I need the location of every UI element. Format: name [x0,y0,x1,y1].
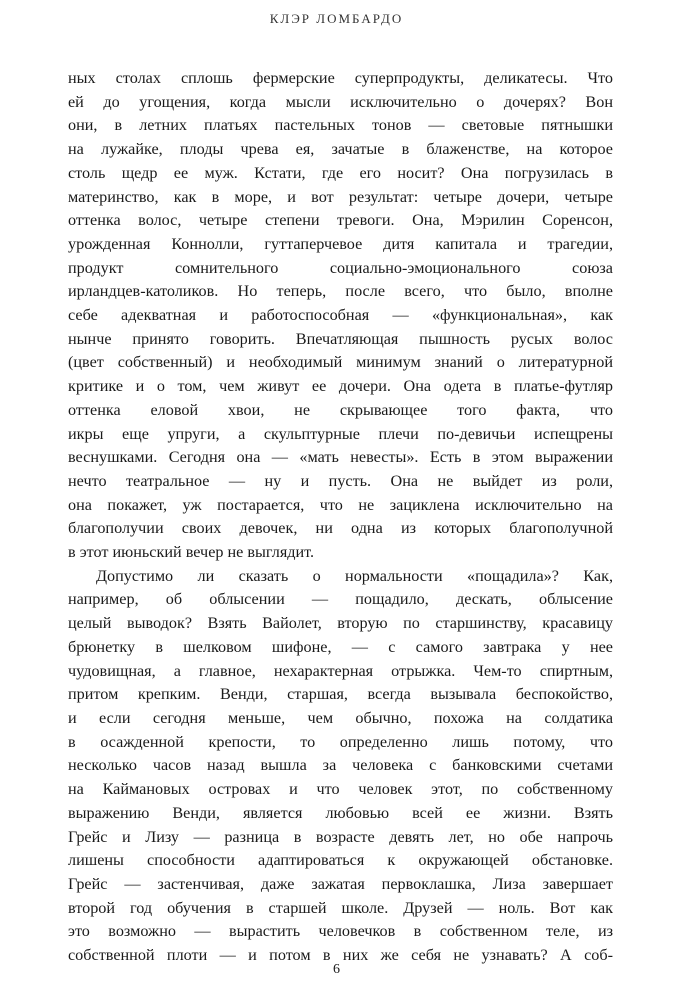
text-line: несколько часов назад вышла за человека с банковскими счетами [68,756,613,775]
text-line: это возможно — вырастить человечков в собственном теле, из [68,922,613,941]
text-line: материнство, как в море, и вот результат: четыре дочери, четыре [68,187,613,206]
text-line: икры еще упруги, а скульптурные плечи по-девичьи испещрены [68,424,613,443]
text-line: притом крепким. Венди, старшая, всегда вызывала беспокойство, [68,685,613,704]
text-line: она покажет, уж постарается, что не зациклена исключительно на [68,495,613,514]
text-line: чудовищная, а главное, нехарактерная отрыжка. Чем-то спиртным, [68,661,613,680]
text-line: например, об облысении — пощадило, дескать, облысение [68,590,613,609]
text-line: критике и о том, чем живут ее дочери. Она одета в платье-футляр [68,377,613,396]
text-line: продукт сомнительного социально-эмоционального союза [68,258,613,277]
text-line: урожденная Коннолли, гуттаперчевое дитя капитала и трагедии, [68,234,613,253]
text-line: второй год обучения в старшей школе. Друзей — ноль. Вот как [68,898,613,917]
text-line: столь щедр ее муж. Кстати, где его носит? Она погрузилась в [68,163,613,182]
running-header: КЛЭР ЛОМБАРДО [269,11,404,26]
text-line: Грейс — застенчивая, даже зажатая первоклашка, Лиза завершает [68,874,613,893]
text-line: на Каймановых островах и что человек этот, по собственному [68,780,613,799]
text-line: собственной плоти — и потом в них же себя не узнавать? А соб- [68,946,613,965]
text-line: нечто театральное — ну и пусть. Она не выйдет из роли, [68,471,613,490]
text-line: Допустимо ли сказать о нормальности «пощадила»? Как, [96,566,613,585]
text-line: оттенка волос, четыре степени тревоги. Она, Мэрилин Соренсон, [68,211,613,230]
text-line: лишены способности адаптироваться к окружающей обстановке. [68,851,613,870]
text-line: брюнетку в шелковом шифоне, — с самого завтрака у нее [68,637,613,656]
text-line: ей до угощения, когда мысли исключительно о дочерях? Вон [68,92,613,111]
text-line: (цвет собственный) и необходимый минимум знаний о литературной [68,353,613,372]
text-line: ирландцев-католиков. Но теперь, после всего, что было, вполне [68,282,613,301]
text-line: веснушками. Сегодня она — «мать невесты». Есть в этом выражении [68,448,613,467]
body-text [68,67,613,968]
text-line: в осажденной крепости, то определенно лишь потому, что [68,732,613,751]
text-line: оттенка еловой хвои, не скрывающее того факта, что [68,400,613,419]
text-line: и если сегодня меньше, чем обычно, похожа на солдатика [68,708,613,727]
text-line: в этот июньский вечер не выглядит. [68,543,315,562]
text-line: они, в летних платьях пастельных тонов — световые пятнышки [68,116,613,135]
text-line: Грейс и Лизу — разница в возрасте девять лет, но обе напрочь [68,827,613,846]
text-line: себе адекватная и работоспособная — «функциональная», как [68,306,613,325]
text-line: целый выводок? Взять Вайолет, вторую по старшинству, красавицу [68,614,613,633]
text-line: нынче принято говорить. Впечатляющая пышность русых волос [68,329,613,348]
text-line: на лужайке, плоды чрева ея, зачатые в блаженстве, на которое [68,140,613,159]
page-number: 6 [333,962,340,977]
text-line: ных столах сплошь фермерские суперпродукты, деликатесы. Что [68,69,613,87]
text-line: благополучии своих девочек, ни одна из которых благополучной [68,519,613,538]
text-line: выражению Венди, является любовью всей ее жизни. Взять [68,803,613,822]
